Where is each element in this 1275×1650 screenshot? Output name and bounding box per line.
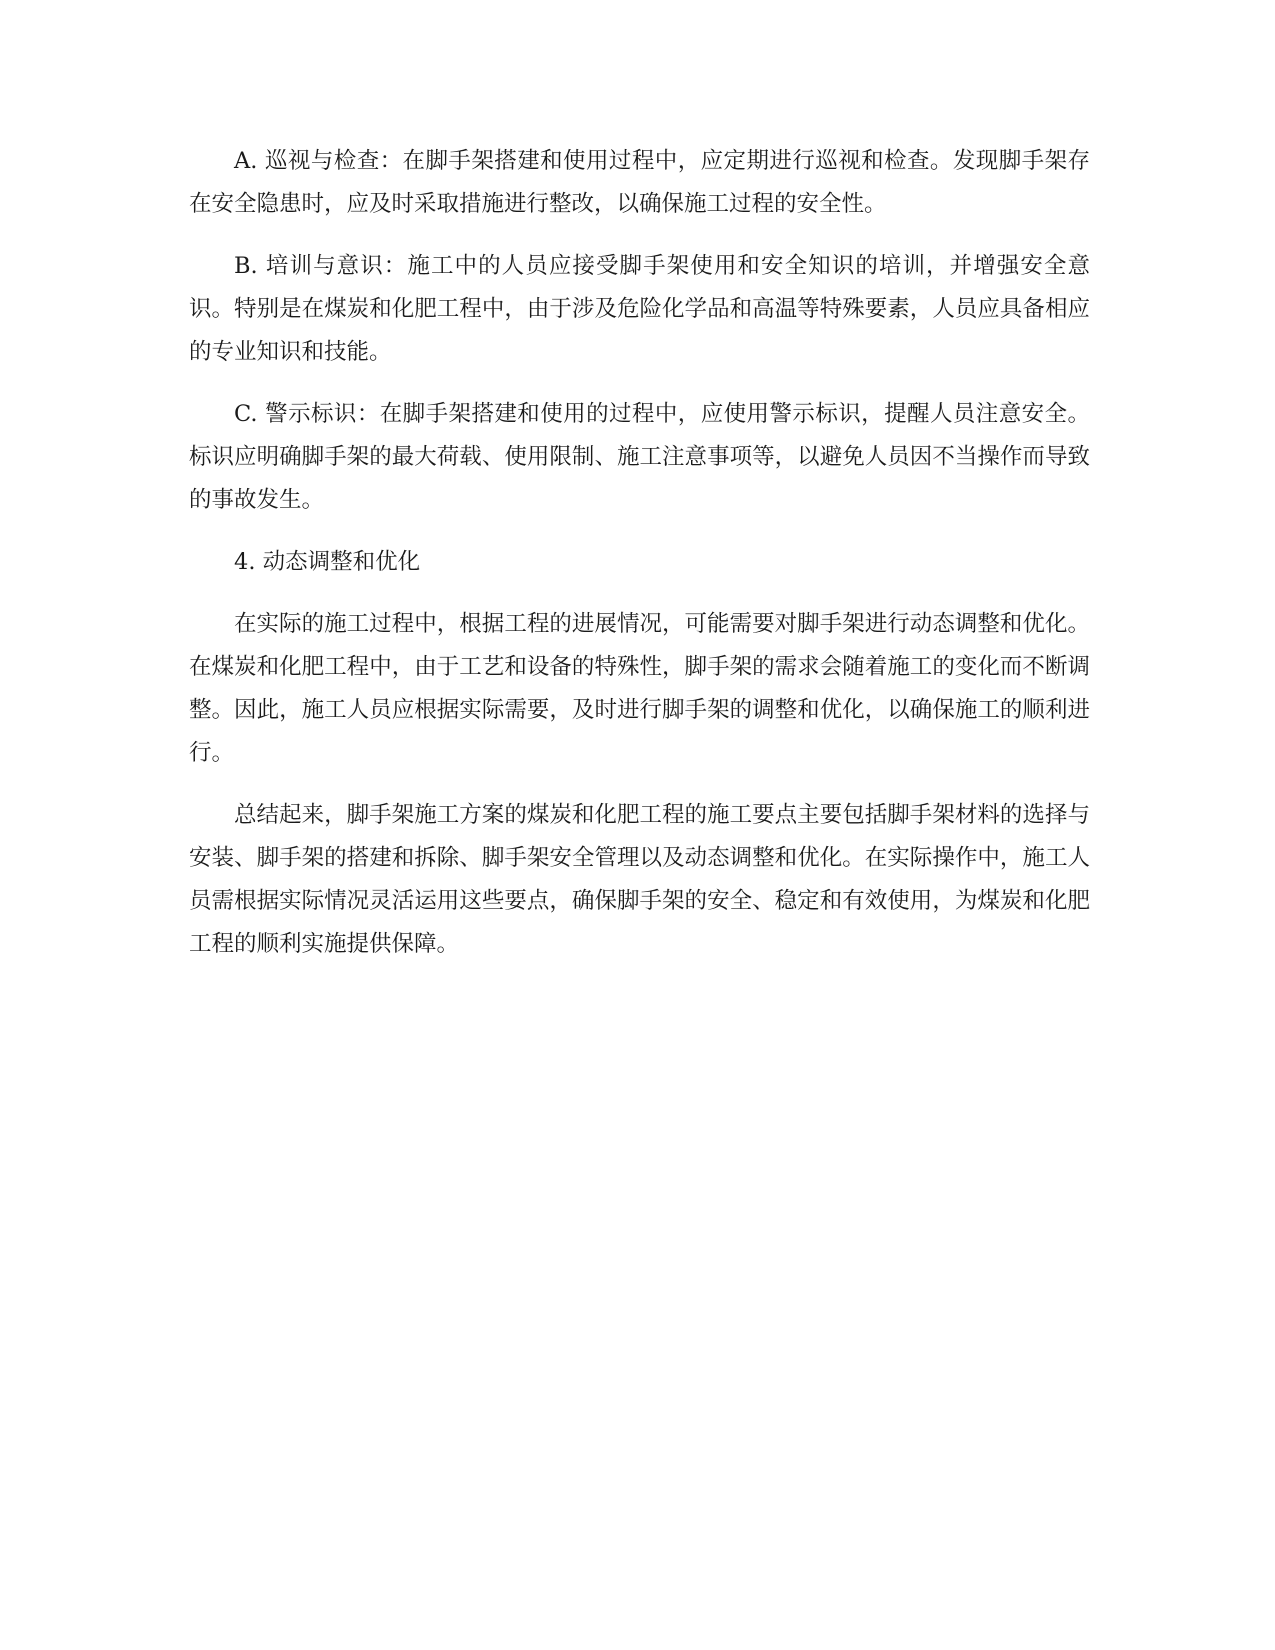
paragraph-warning-signs: C. 警示标识：在脚手架搭建和使用的过程中，应使用警示标识，提醒人员注意安全。标识应明确脚手架的最大荷载、使用限制、施工注意事项等，以避免人员因不当操作而导致的事故发生。 xyxy=(189,401,1090,513)
paragraph-dynamic-adjustment: 在实际的施工过程中，根据工程的进展情况，可能需要对脚手架进行动态调整和优化。在煤炭和化肥工程中，由于工艺和设备的特殊性，脚手架的需求会随着施工的变化而不断调整。因此，施工人员应根据实际需要，及时进行脚手架的调整和优化，以确保施工的顺利进行。 xyxy=(189,611,1090,766)
paragraph-summary: 总结起来，脚手架施工方案的煤炭和化肥工程的施工要点主要包括脚手架材料的选择与安装、脚手架的搭建和拆除、脚手架安全管理以及动态调整和优化。在实际操作中，施工人员需根据实际情况灵活运用这些要点，确保脚手架的安全、稳定和有效使用，为煤炭和化肥工程的顺利实施提供保障。 xyxy=(189,802,1090,957)
document-body xyxy=(189,140,1090,985)
paragraph-inspection: A. 巡视与检查：在脚手架搭建和使用过程中，应定期进行巡视和检查。发现脚手架存在安全隐患时，应及时采取措施进行整改，以确保施工过程的安全性。 xyxy=(189,148,1090,217)
section-heading-dynamic-adjustment: 4. 动态调整和优化 xyxy=(234,549,421,575)
paragraph-training: B. 培训与意识：施工中的人员应接受脚手架使用和安全知识的培训，并增强安全意识。特别是在煤炭和化肥工程中，由于涉及危险化学品和高温等特殊要素，人员应具备相应的专业知识和技能。 xyxy=(189,253,1090,365)
